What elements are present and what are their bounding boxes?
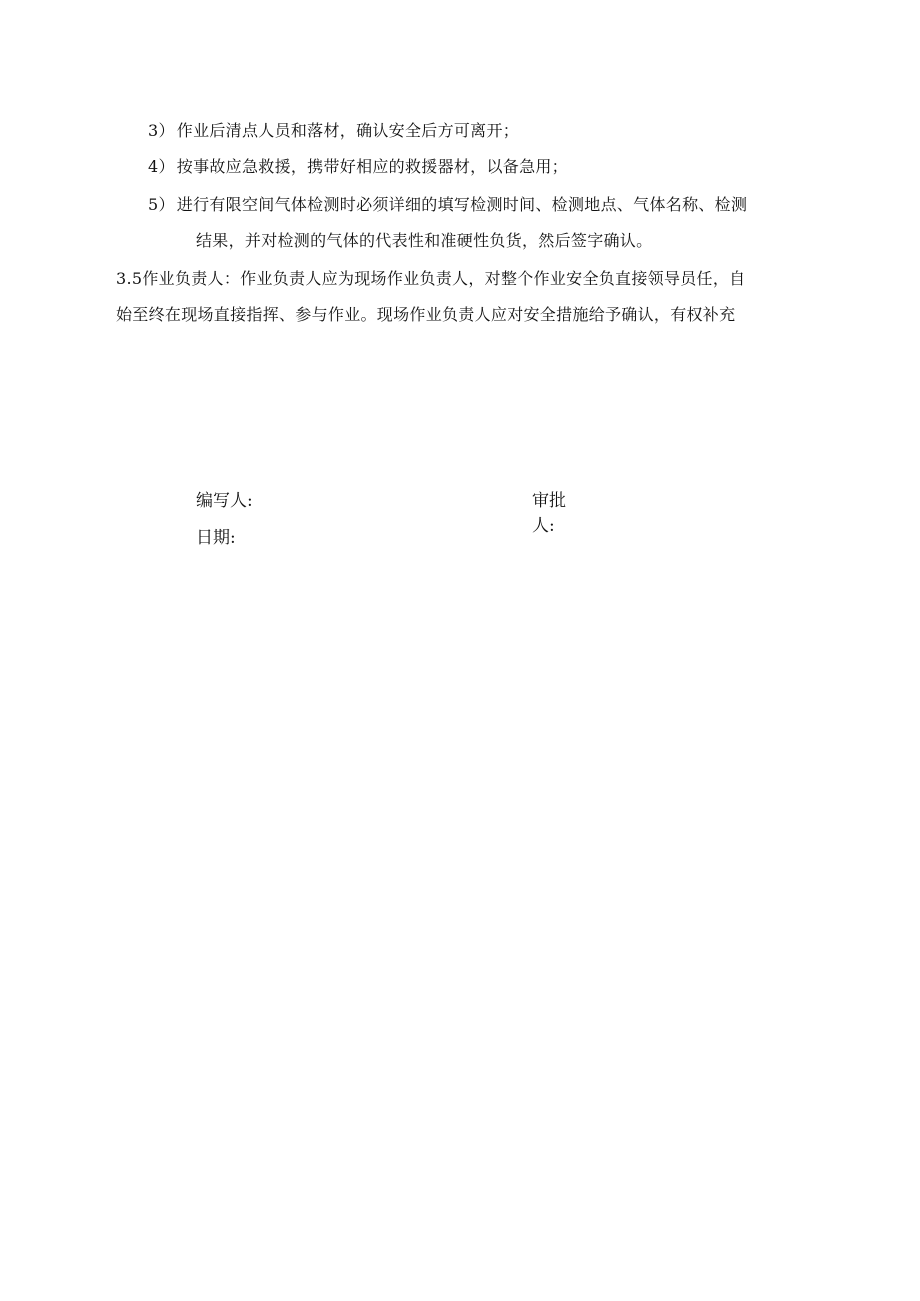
approver-label-line-2: 人: xyxy=(532,516,555,536)
writer-label: 编写人: xyxy=(196,491,253,511)
section-3-5-line-2: 始至终在现场直接指挥、参与作业。现场作业负责人应对安全措施给予确认，有权补充 xyxy=(116,305,736,324)
list-number: 4） xyxy=(148,157,175,176)
date-label: 日期: xyxy=(196,528,236,548)
list-number: 3） xyxy=(148,121,175,140)
list-text: 按事故应急救援，携带好相应的救援器材，以备急用； xyxy=(176,157,568,176)
list-text: 作业后清点人员和落材，确认安全后方可离开； xyxy=(176,121,520,140)
section-3-5-line-1: 3.5作业负责人：作业负责人应为现场作业负责人，对整个作业安全负直接领导员任，自 xyxy=(116,269,746,288)
list-item-4 xyxy=(148,156,568,178)
list-number: 5） xyxy=(148,195,175,214)
list-item-5 xyxy=(148,194,747,216)
approver-label-line-1: 审批 xyxy=(532,491,566,511)
list-item-3 xyxy=(148,120,519,142)
list-item-5-continuation: 结果，并对检测的气体的代表性和准硬性负货，然后签字确认。 xyxy=(196,231,653,250)
list-text: 进行有限空间气体检测时必须详细的填写检测时间、检测地点、气体名称、检测 xyxy=(176,195,748,214)
